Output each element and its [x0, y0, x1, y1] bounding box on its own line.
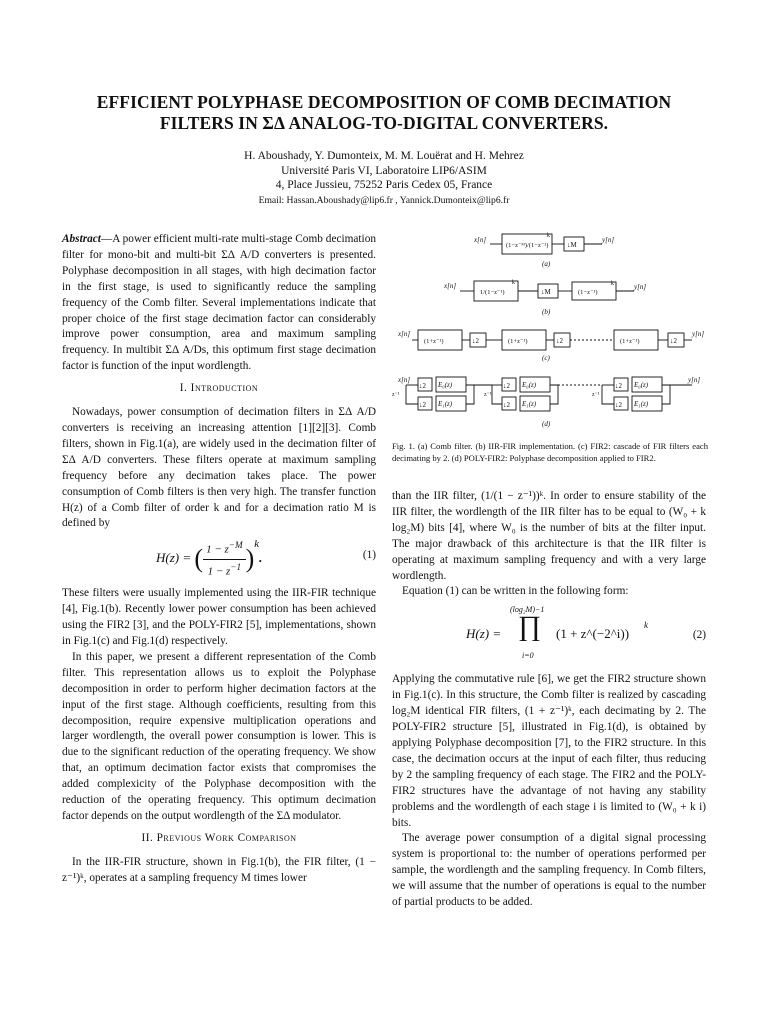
zinv-d3: z⁻¹ — [592, 392, 600, 398]
fig-d — [392, 376, 700, 428]
previous-work-paragraph-1: In the IIR-FIR structure, shown in Fig.1(b), the FIR filter, (1 − z⁻¹)ᵏ, operates at a sampling frequency M times lower — [62, 855, 376, 884]
iir-text: 1/(1−z⁻¹) — [480, 289, 505, 296]
title-line-2: FILTERS IN ΣΔ ANALOG-TO-DIGITAL CONVERTERS. — [159, 113, 609, 133]
label-yn-d: y[n] — [688, 376, 701, 384]
title-line-1: EFFICIENT POLYPHASE DECOMPOSITION OF COMB DECIMATION — [96, 92, 672, 112]
figure-1 — [392, 232, 714, 432]
dec2-d2a: ↓2 — [503, 382, 510, 390]
email: Email: Hassan.Aboushady@lip6.fr , Yannick.Dumonteix@lip6.fr — [258, 194, 510, 206]
label-b: (b) — [542, 308, 551, 316]
label-yn-c: y[n] — [692, 330, 705, 338]
label-xn-b: x[n] — [444, 282, 457, 290]
label-yn-b: y[n] — [634, 283, 647, 291]
dec2-d2b: ↓2 — [503, 401, 510, 409]
previous-work-paragraph-3: Applying the commutative rule [6], we get the FIR2 structure shown in Fig.1(c). In this structure, the Comb filter is realized by cascading log₂M identical FIR filters, (1 + z⁻¹)ᵏ, each decimating by 2. The POLY-FIR2 structure [5], illustrated in Fig.1(d), is obtained by applying Polyphase decomposition [7], to the FIR2 structure. In this case, the decimation occurs at the input of each filter, thus reducing by 2 the sampling frequency of each stage. The FIR2 and the POLY-FIR2 structures have the advantage of not having any stability problems and the wordlength of each stage i is limited to (W₀ + k i) bits. — [392, 673, 706, 829]
eq2-body: (1 + z^(−2^i)) — [556, 626, 630, 642]
zinv-d2: z⁻¹ — [484, 392, 492, 398]
author-block — [40, 149, 728, 208]
previous-work-paragraph-4: The average power consumption of a digital signal processing system is proportional to: the number of operations performed per sample, the wordlength and the sampling frequency. In Comb filters, we will assume that the number of operations is equal to the number of partial products to be added. — [392, 832, 706, 909]
authors: H. Aboushady, Y. Dumonteix, M. M. Louërat and H. Mehrez — [244, 150, 524, 162]
dec2-d3b: ↓2 — [615, 401, 622, 409]
fir2-text-c2: (1+z⁻¹) — [508, 338, 528, 345]
label-d: (d) — [542, 420, 551, 428]
decM-a: ↓M — [567, 241, 577, 249]
zinv-d1: z⁻¹ — [392, 392, 400, 398]
abstract — [62, 232, 376, 375]
label-xn-c: x[n] — [398, 330, 411, 338]
eq1-power: k — [254, 538, 260, 551]
eq2-lower: i=0 — [522, 651, 534, 661]
e1-d2: E₁(z) — [522, 400, 537, 408]
eq2-lhs: H(z) = — [466, 626, 502, 642]
e0-d3: E₀(z) — [634, 381, 649, 389]
k-a: k — [547, 233, 550, 239]
eq1-denominator: 1 − z — [207, 565, 231, 578]
fig-a — [473, 233, 614, 268]
label-xn-d: x[n] — [398, 376, 411, 384]
previous-work-paragraph-2: Equation (1) can be written in the following form: — [402, 585, 629, 598]
e0-d2: E₀(z) — [522, 381, 537, 389]
fig-b — [443, 280, 646, 316]
affiliation: Université Paris VI, Laboratoire LIP6/ASIM — [281, 164, 487, 177]
eq2-product: ∏ — [518, 611, 542, 643]
figure-1-diagram — [392, 232, 714, 432]
dec2-c2: ↓2 — [556, 337, 563, 345]
e1-d1: E₁(z) — [438, 400, 453, 408]
section-2-heading: II. Previous Work Comparison — [141, 831, 297, 844]
intro-paragraph-3: In this paper, we present a different representation of the Comb filter. This representation allows us to exploit the Polyphase decomposition in order to perform higher decimation factors at the input of the first stage. Although coefficients, resulting from this decomposition, require expensive multiplication operations and larger wordlength, the overall power consumption is lower. This is due to the significant reduction of the operating frequency. We show that, an optimum decimation factor exists that compromises the added complexicity of the Polyphase decomposition with the reduction of the operating frequency. This optimum decimation factor depends on the output wordlength of the ΣΔ modulator. — [62, 650, 376, 822]
dec2-d1a: ↓2 — [419, 382, 426, 390]
label-c: (c) — [542, 354, 550, 362]
intro-paragraph-1: Nowadays, power consumption of decimation filters in ΣΔ A/D converters is receiving an increasing attention [1][2][3]. Comb filters, shown in Fig.1(a), are widely used in the decimation filter of ΣΔ A/D converters. These filters operate at maximum sampling frequency before any decimation takes place. The power consumption of Comb filters is then very high. The transfer function H(z) of a Comb filter of order k and for a decimation ratio M is defined by — [62, 406, 376, 530]
label-a: (a) — [542, 260, 551, 268]
dec2-d3a: ↓2 — [615, 382, 622, 390]
decM-b: ↓M — [541, 288, 551, 296]
equation-2 — [392, 600, 706, 672]
comb-text-a: (1−z⁻ᴹ)/(1−z⁻¹) — [506, 242, 549, 249]
abstract-text: —A power efficient multi-rate multi-stage Comb decimation filter for mono-bit and multi-bit ΣΔ A/D converters is presented. Polyphase decomposition in all stages, with high decimation factor in the first stage, is used to significantly reduce the sampling frequency of the Comb filter. Several implementations indicate that proper choice of the first stage decimation factor can considerably improve power consumption, area and maximum sampling frequency. In multibit ΣΔ A/Ds, this optimum first stage decimation factor is function of the input wordlength. — [62, 233, 376, 373]
left-column — [62, 232, 376, 887]
address: 4, Place Jussieu, 75252 Paris Cedex 05, France — [275, 179, 493, 192]
k-b2: k — [611, 281, 614, 287]
eq1-label: (1) — [362, 549, 376, 562]
eq2-power: k — [644, 620, 648, 631]
eq2-label: (2) — [692, 629, 706, 642]
eq2-upper: (log₂M)−1 — [510, 605, 545, 615]
abstract-label: Abstract — [62, 233, 101, 245]
section-1-heading: I. Introduction — [179, 382, 259, 395]
eq1-denominator-exp: −1 — [230, 561, 242, 572]
dec2-c1: ↓2 — [472, 337, 479, 345]
eq1-numerator: 1 − z — [206, 543, 229, 556]
dec2-c3: ↓2 — [670, 337, 677, 345]
equation-1: H(z) = ( $\frac{1 - z^{-M}}{1 - z^{-1}}$ )$^k$. (1) — [156, 538, 376, 578]
k-b1: k — [512, 280, 515, 286]
paper-title — [40, 92, 728, 134]
label-xn-a: x[n] — [474, 236, 487, 244]
intro-paragraph-2: These filters were usually implemented using the IIR-FIR technique [4], Fig.1(b). Recently lower power consumption has been achieved using the FIR2 [3], and the POLY-FIR2 [5], implementations, shown in Fig.1(c) and Fig.1(d) respectively. — [62, 587, 376, 648]
e0-d1: E₀(z) — [438, 381, 453, 389]
eq1-numerator-exp: −M — [228, 540, 243, 551]
eq1-lhs: H(z) = — [156, 550, 192, 566]
figure-1-caption: Fig. 1. (a) Comb filter. (b) IIR-FIR implementation. (c) FIR2: cascade of FIR filters each decimating by 2. (d) POLY-FIR2: Polyphase decomposition applied to FIR2. — [392, 441, 708, 463]
fir-text-b: (1−z⁻¹) — [578, 289, 598, 296]
e1-d3: E₁(z) — [634, 400, 649, 408]
label-yn-a: y[n] — [602, 236, 615, 244]
fir2-text-c3: (1+z⁻¹) — [620, 338, 640, 345]
right-column — [392, 489, 706, 911]
dec2-d1b: ↓2 — [419, 401, 426, 409]
fir2-text-c1: (1+z⁻¹) — [424, 338, 444, 345]
fig-c — [397, 330, 704, 362]
previous-work-paragraph-1-cont: than the IIR filter, (1/(1 − z⁻¹))ᵏ. In order to ensure stability of the IIR filter, the wordlength of the IIR filter has to be equal to (W₀ + k log₂M) bits [4], where W₀ is the number of bits at the filter input. The major drawback of this architecture is that the IIR filter is operating at maximum sampling frequency and with a very large wordlength. — [392, 490, 706, 582]
